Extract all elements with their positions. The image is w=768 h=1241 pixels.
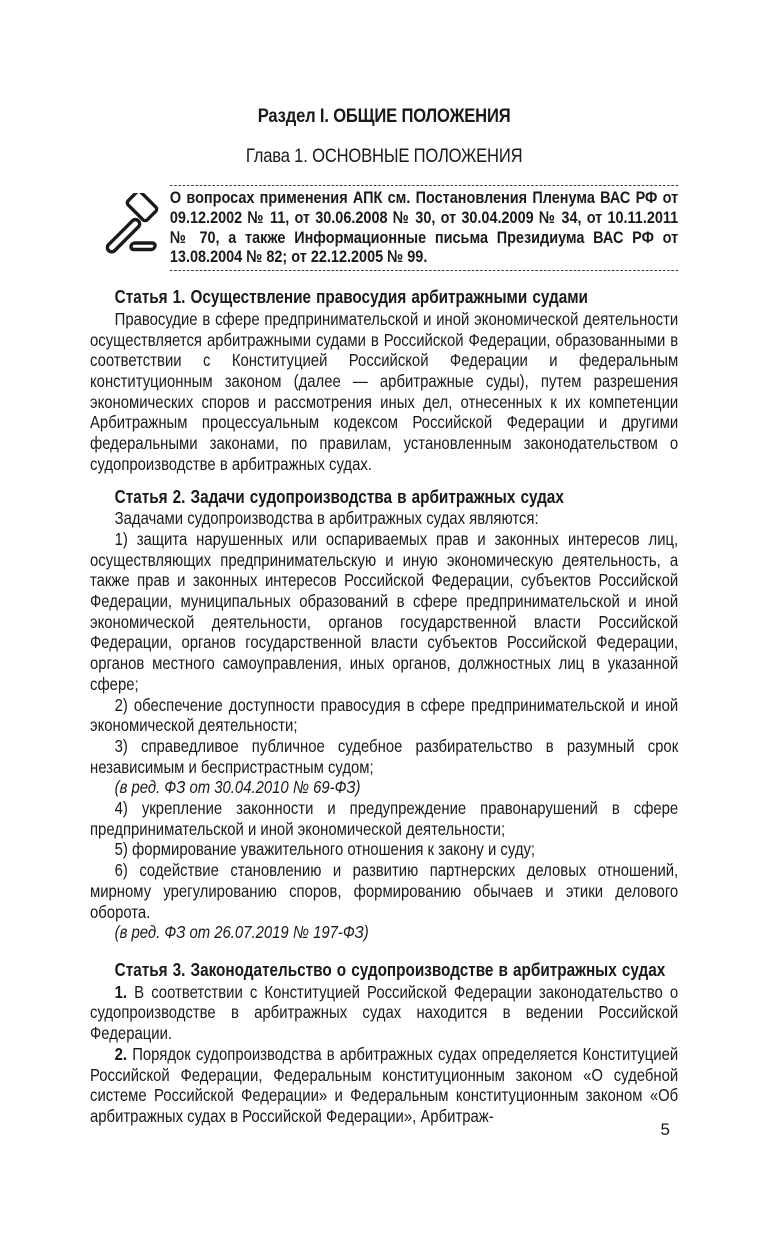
chapter-title: Глава 1. ОСНОВНЫЕ ПОЛОЖЕНИЯ (245, 145, 523, 167)
section-title: Раздел I. ОБЩИЕ ПОЛОЖЕНИЯ (257, 105, 511, 127)
paragraph-text: 1) защита нарушенных или оспариваемых прав и законных интересов лиц, осуществляющих предпринимательскую и иную экономическую деятельность, а также прав и законных интересов Российской Федерации, субъектов Российской Федерации, муниципальных образований в сфере предпринимательской и иной экономической деятельности, органов государственной власти Российской Федерации, органов государственной власти субъектов Российской Федерации, органов местного самоуправления, иных органов, должностных лиц в указанной сфере; (90, 528, 679, 694)
paragraph-text: Правосудие в сфере предпринимательской и иной экономической деятельности осуществляется арбитражными судами в Российской Федерации, образованными в соответствии с Конституцией Российской Федерации и федеральным конституционным законом (далее — арбитражные суды), путем разрешения экономических споров и рассмотрения иных дел, отнесенных к их компетенции Арбитражным процессуальным кодексом Российской Федерации и другими федеральными законами, по правилам, установленным законодательством о судопроизводстве в арбитражных судах. (90, 308, 679, 474)
article-paragraph (90, 529, 678, 695)
paragraph-text: 3) справедливое публичное судебное разбирательство в разумный срок независимым и беспристрастным судом; (90, 735, 679, 777)
paragraph-number: 2. (114, 1043, 128, 1064)
note-box (90, 185, 678, 271)
paragraph-text: 6) содействие становлению и развитию партнерских деловых отношений, мирному урегулированию споров, формированию обычаев и этики делового оборота. (90, 860, 679, 922)
article-2-heading: Статья 2. Задачи судопроизводства в арбитражных судах (114, 486, 564, 507)
article-paragraph (90, 798, 678, 839)
paragraph-text: 2) обеспечение доступности правосудия в сфере предпринимательской и иной экономической деятельности; (90, 694, 679, 736)
article-3-heading: Статья 3. Законодательство о судопроизводстве в арбитражных судах (114, 959, 666, 980)
paragraph-text: (в ред. ФЗ от 26.07.2019 № 197-ФЗ) (114, 922, 369, 943)
paragraph-text: 5) формирование уважительного отношения к закону и суду; (114, 839, 536, 860)
paragraph-text: В соответствии с Конституцией Российской Федерации законодательство о судопроизводстве в арбитражных судах находится в ведении Российской Федерации. (90, 981, 679, 1044)
article-paragraph (90, 695, 678, 736)
article-paragraph (90, 1044, 678, 1127)
paragraph-text: Задачами судопроизводства в арбитражных судах являются: (114, 508, 539, 529)
page-number: 5 (660, 1120, 670, 1139)
article-paragraph (90, 736, 678, 777)
note-text: О вопросах применения АПК см. Постановления Пленума ВАС РФ от 09.12.2002 № 11, от 30.06.2008 № 30, от 30.04.2009 № 34, от 10.11.2011 № 70, а также Информационные письма Президиума ВАС РФ от 13.08.2004 № 82; от 22.12.2005 № 99. (170, 185, 678, 271)
article-paragraph (90, 860, 678, 922)
article-paragraph (90, 839, 678, 860)
article-paragraph (90, 982, 678, 1044)
article-3 (90, 960, 678, 1127)
article-paragraph (90, 508, 678, 529)
gavel-icon (90, 185, 170, 271)
text-column (90, 104, 678, 1127)
article-paragraph (90, 309, 678, 475)
paragraph-text: 4) укрепление законности и предупреждение правонарушений в сфере предпринимательской и иной экономической деятельности; (90, 798, 679, 839)
paragraph-number: 1. (114, 981, 128, 1002)
article-2 (90, 487, 678, 943)
amendment-note (90, 777, 678, 798)
article-1 (90, 287, 678, 474)
paragraph-text: Порядок судопроизводства в арбитражных судах определяется Конституцией Российской Федерации, Федеральным конституционным законом «О судебной системе Российской Федерации» и Федеральным конституционным законом «Об арбитражных судах в Российской Федерации», Арбитраж- (90, 1043, 679, 1126)
paragraph-text: (в ред. ФЗ от 30.04.2010 № 69-ФЗ) (114, 777, 361, 798)
amendment-note (90, 922, 678, 943)
article-1-heading: Статья 1. Осуществление правосудия арбитражными судами (114, 287, 588, 308)
